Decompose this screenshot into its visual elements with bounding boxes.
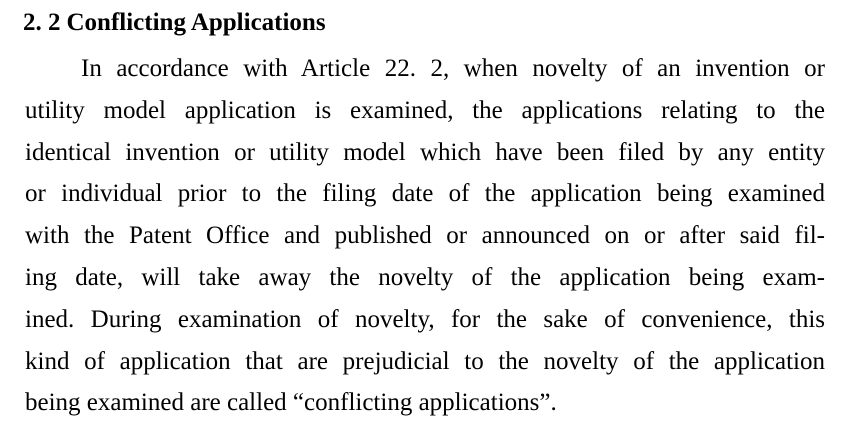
section-heading <box>23 6 326 40</box>
paragraph-line: ined. During examination of novelty, for the sake of convenience, this <box>25 305 825 333</box>
paragraph-line: kind of application that are prejudicial to the novelty of the application <box>25 347 825 375</box>
paragraph-line: with the Patent Office and published or announced on or after said fil- <box>25 222 825 250</box>
paragraph-line: identical invention or utility model which have been filed by any entity <box>25 138 825 166</box>
paragraph-line: utility model application is examined, the applications relating to the <box>25 96 825 124</box>
section-number: 2. 2 <box>23 9 61 36</box>
paragraph-line: being examined are called “conflicting applications”. <box>25 389 557 417</box>
section-title: Conflicting Applications <box>66 9 326 36</box>
paragraph-line: In accordance with Article 22. 2, when novelty of an invention or <box>81 55 825 82</box>
section-paragraph <box>25 48 825 424</box>
paragraph-line: ing date, will take away the novelty of the application being exam- <box>25 263 825 291</box>
paragraph-line: or individual prior to the filing date of the application being examined <box>25 180 825 208</box>
